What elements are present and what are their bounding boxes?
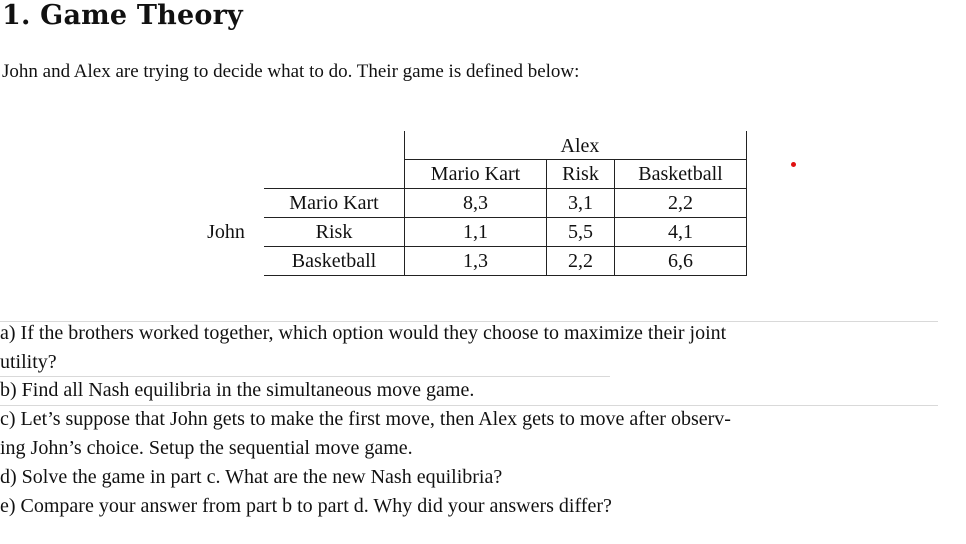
matrix-bottom-rule [264,275,747,276]
row-header-risk: Risk [315,221,353,243]
row-player-label: John [207,221,245,243]
matrix-right-border [746,131,747,276]
matrix-header-bottom-rule [264,188,747,189]
payoff-cell: 1,3 [463,250,488,272]
divider [0,376,610,377]
question-line: ing John’s choice. Setup the sequential move game. [0,437,413,459]
question-line: a) If the brothers worked together, which option would they choose to maximize their joint [0,322,727,344]
question-line: utility? [0,351,57,373]
section-title: 1. Game Theory [2,0,243,31]
column-player-label: Alex [560,135,600,157]
question-line: c) Let’s suppose that John gets to make the first move, then Alex gets to move after observ- [0,408,731,430]
row-header-basketball: Basketball [291,250,377,272]
col-header-mario-kart: Mario Kart [430,163,521,185]
payoff-cell: 8,3 [463,192,488,214]
payoff-cell: 2,2 [568,250,593,272]
matrix-row-rule-2 [264,246,747,247]
matrix-row-rule-1 [264,217,747,218]
divider [0,405,938,406]
payoff-cell: 6,6 [668,250,693,272]
question-line: b) Find all Nash equilibria in the simultaneous move game. [0,379,475,401]
question-line: e) Compare your answer from part b to part d. Why did your answers differ? [0,495,612,517]
intro-paragraph: John and Alex are trying to decide what to do. Their game is defined below: [2,61,580,82]
col-header-basketball: Basketball [638,163,723,185]
matrix-header-rule [404,159,747,160]
red-dot-mark [791,162,796,167]
payoff-cell: 5,5 [568,221,593,243]
col-header-risk: Risk [562,163,599,185]
payoff-cell: 1,1 [463,221,488,243]
row-header-mario-kart: Mario Kart [289,192,379,214]
payoff-cell: 4,1 [668,221,693,243]
payoff-cell: 3,1 [568,192,593,214]
payoff-cell: 2,2 [668,192,693,214]
question-line: d) Solve the game in part c. What are the new Nash equilibria? [0,466,503,488]
